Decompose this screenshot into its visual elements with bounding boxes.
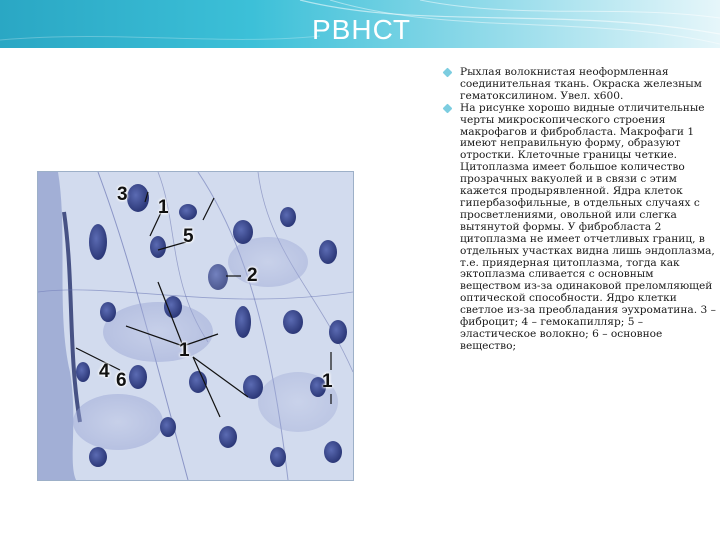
bullet-text: Рыхлая волокнистая неоформленная соединительная ткань. Окраска железным гематоксилином. Увел. х600.	[460, 66, 702, 102]
marker-1-center: 1	[179, 340, 190, 361]
bullet-list	[444, 67, 716, 353]
marker-1-right: 1	[322, 371, 333, 392]
marker-5: 5	[183, 226, 194, 247]
bullet-marker-icon	[443, 103, 453, 113]
bullet-text: На рисунке хорошо видные отличительные черты микроскопического строения макрофагов и фибробласта. Макрофаги 1 имеют неправильную форму, образуют отростки. Клеточные границы четкие. Цитоплазма имеет большое количество прозрачных вакуолей и в связи с этим кажется продырявленной. Ядра клеток гипербазофильные, в отдельных случаях с просветлениями, овольной или слегка вытянутой формы. У фибробласта 2 цитоплазма не имеет отчетливых границ, в отдельных участках видна лишь эндоплазма, т.е. приядерная цитоплазма, тогда как эктоплазма сливается с основным веществом из-за одинаковой преломляющей оптической способности. Ядро клетки светлое из-за преобладания эухроматина. 3 – фиброцит; 4 – гемокапилляр; 5 – эластическое волокно; 6 – основное вещество;	[460, 101, 716, 352]
slide-title: РВНСТ	[312, 14, 411, 45]
marker-1-top: 1	[158, 197, 169, 218]
bullet-marker-icon	[443, 68, 453, 78]
bullet-item-description	[444, 67, 716, 103]
slide-header	[0, 0, 720, 48]
micrograph-image	[37, 171, 354, 481]
marker-4: 4	[99, 361, 110, 382]
bullet-item-explanation	[444, 103, 716, 353]
marker-3: 3	[117, 184, 128, 205]
marker-2: 2	[247, 265, 258, 286]
micrograph-drawing	[38, 172, 353, 480]
marker-6: 6	[116, 370, 127, 391]
